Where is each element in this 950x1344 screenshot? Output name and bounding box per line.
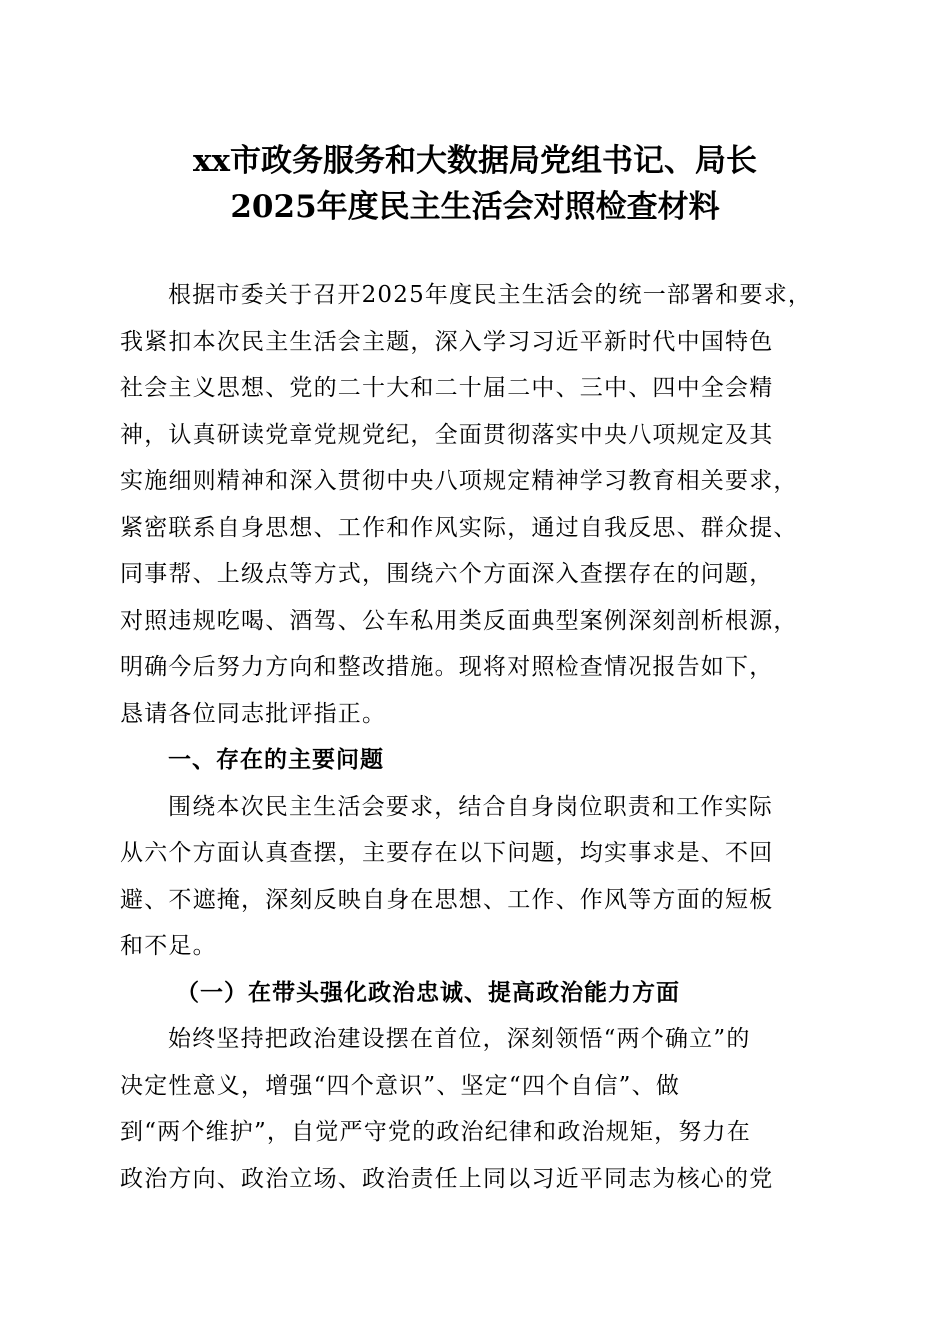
intro-line: 明确今后努力方向和整改措施。现将对照检查情况报告如下，: [120, 654, 774, 680]
intro-line: 实施细则精神和深入贯彻中央八项规定精神学习教育相关要求，: [120, 468, 798, 494]
intro-line: 对照违规吃喝、酒驾、公车私用类反面典型案例深刻剖析根源，: [120, 607, 798, 634]
subsection-heading-1: （一）在带头强化政治忠诚、提高政治能力方面: [176, 978, 680, 1006]
intro-line: 神，认真研读党章党规党纪，全面贯彻落实中央八项规定及其: [120, 421, 774, 448]
subsection1-line: 始终坚持把政治建设摆在首位，深刻领悟“两个确立”的: [168, 1026, 751, 1052]
intro-line: 社会主义思想、党的二十大和二十届二中、三中、四中全会精: [120, 375, 774, 401]
intro-line: 恳请各位同志批评指正。: [120, 700, 387, 727]
intro-paragraph: [120, 272, 832, 737]
section1-line: 从六个方面认真查摆，主要存在以下问题，均实事求是、不回: [120, 840, 774, 866]
section1-line: 避、不遮掩，深刻反映自身在思想、工作、作风等方面的短板: [120, 886, 774, 913]
intro-line: 同事帮、上级点等方式，围绕六个方面深入查摆存在的问题，: [120, 561, 774, 587]
document-body: [120, 272, 832, 1202]
section-heading-1: 一、存在的主要问题: [168, 747, 384, 773]
section1-paragraph: [120, 784, 832, 970]
section1-line: 和不足。: [120, 933, 217, 959]
intro-line: 根据市委关于召开2025年度民主生活会的统一部署和要求，: [168, 282, 813, 308]
subsection1-line: 政治方向、政治立场、政治责任上同以习近平同志为核心的党: [120, 1165, 774, 1192]
subsection1-line: 到“两个维护”，自觉严守党的政治纪律和政治规矩，努力在: [120, 1119, 751, 1145]
document-title: [60, 138, 890, 230]
section1-line: 围绕本次民主生活会要求，结合自身岗位职责和工作实际: [168, 793, 773, 820]
subsection1-paragraph: [120, 1016, 832, 1202]
title-line-1: xx市政务服务和大数据局党组书记、局长: [193, 143, 757, 179]
subsection1-line: 决定性意义，增强“四个意识”、坚定“四个自信”、做: [120, 1072, 681, 1099]
intro-line: 我紧扣本次民主生活会主题，深入学习习近平新时代中国特色: [120, 328, 774, 355]
intro-line: 紧密联系自身思想、工作和作风实际，通过自我反思、群众提、: [120, 514, 798, 541]
title-line-2: 2025年度民主生活会对照检查材料: [230, 189, 720, 225]
